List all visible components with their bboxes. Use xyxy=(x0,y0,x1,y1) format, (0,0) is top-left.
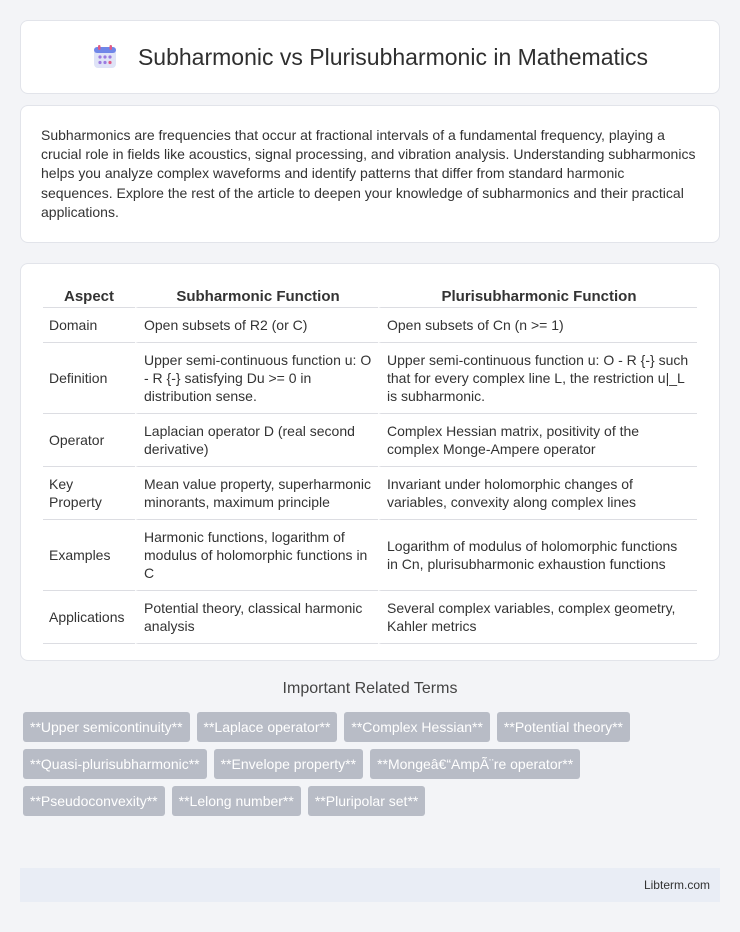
term-tag[interactable]: **Quasi-plurisubharmonic** xyxy=(23,749,207,779)
table-row xyxy=(43,591,697,644)
table-cell: Open subsets of R2 (or C) xyxy=(135,308,378,343)
table-cell: Several complex variables, complex geometry, Kahler metrics xyxy=(378,591,697,644)
table-cell: Logarithm of modulus of holomorphic functions in Cn, plurisubharmonic exhaustion functions xyxy=(378,520,697,591)
comparison-table xyxy=(43,282,697,644)
term-tag[interactable]: **Pseudoconvexity** xyxy=(23,786,165,816)
table-header-row xyxy=(43,282,697,308)
table-cell: Complex Hessian matrix, positivity of the complex Monge-Ampere operator xyxy=(378,414,697,467)
table-cell: Examples xyxy=(43,520,135,591)
table-cell: Operator xyxy=(43,414,135,467)
header-aspect: Aspect xyxy=(43,282,135,308)
table-row xyxy=(43,414,697,467)
term-tag[interactable]: **Complex Hessian** xyxy=(344,712,490,742)
page-title: Subharmonic vs Plurisubharmonic in Mathematics xyxy=(137,43,649,70)
footer-site-link[interactable]: Libterm.com xyxy=(643,878,710,892)
header-subharmonic: Subharmonic Function xyxy=(135,282,378,308)
table-cell: Applications xyxy=(43,591,135,644)
term-tag[interactable]: **Lelong number** xyxy=(172,786,301,816)
term-tag[interactable]: **Laplace operator** xyxy=(197,712,338,742)
related-terms-list xyxy=(23,712,723,816)
intro-card xyxy=(20,105,720,243)
table-cell: Key Property xyxy=(43,467,135,520)
table-cell: Upper semi-continuous function u: O - R {-} satisfying Du >= 0 in distribution sense. xyxy=(135,343,378,414)
intro-text: Subharmonics are frequencies that occur at fractional intervals of a fundamental frequency, playing a crucial role in fields like acoustics, signal processing, and vibration analysis. Understanding subharmonics helps you analyze complex waveforms and identify patterns that differ from standard harmonic sequences. Explore the rest of the article to deepen your knowledge of subharmonics and their practical applications. xyxy=(41,127,696,220)
term-tag[interactable]: **Pluripolar set** xyxy=(308,786,426,816)
table-row xyxy=(43,343,697,414)
header-plurisubharmonic: Plurisubharmonic Function xyxy=(378,282,697,308)
term-tag[interactable]: **Potential theory** xyxy=(497,712,630,742)
table-cell: Potential theory, classical harmonic analysis xyxy=(135,591,378,644)
table-cell: Upper semi-continuous function u: O - R {-} such that for every complex line L, the restriction u|_L is subharmonic. xyxy=(378,343,697,414)
table-cell: Definition xyxy=(43,343,135,414)
table-cell: Mean value property, superharmonic minorants, maximum principle xyxy=(135,467,378,520)
calendar-icon xyxy=(92,44,118,70)
table-row xyxy=(43,467,697,520)
table-row xyxy=(43,520,697,591)
table-cell: Domain xyxy=(43,308,135,343)
term-tag[interactable]: **Upper semicontinuity** xyxy=(23,712,190,742)
table-cell: Laplacian operator D (real second derivative) xyxy=(135,414,378,467)
header-card xyxy=(20,20,720,94)
table-row xyxy=(43,308,697,343)
table-cell: Harmonic functions, logarithm of modulus of holomorphic functions in C xyxy=(135,520,378,591)
related-terms-title: Important Related Terms xyxy=(282,680,458,697)
comparison-table-card xyxy=(20,263,720,661)
table-cell: Open subsets of Cn (n >= 1) xyxy=(378,308,697,343)
table-cell: Invariant under holomorphic changes of variables, convexity along complex lines xyxy=(378,467,697,520)
term-tag[interactable]: **Mongeâ€“AmpÃ¨re operator** xyxy=(370,749,580,779)
footer xyxy=(20,868,720,902)
term-tag[interactable]: **Envelope property** xyxy=(214,749,363,779)
